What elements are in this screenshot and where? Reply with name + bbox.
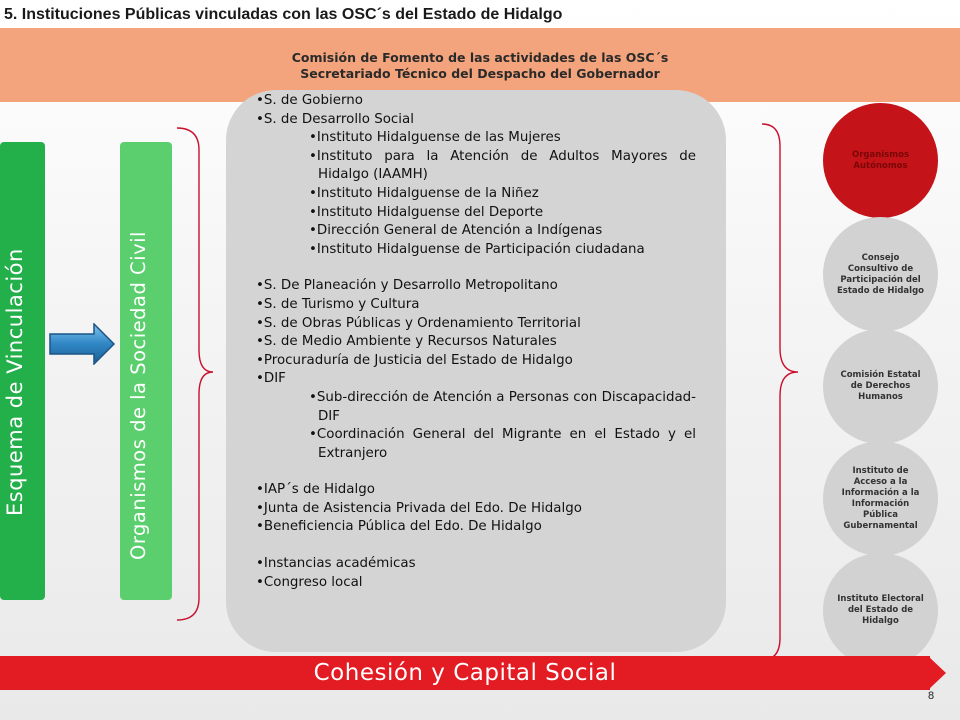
list-subitem: [256, 241, 696, 260]
list-spacer: [256, 463, 696, 481]
list-item-text: Congreso local: [263, 574, 363, 590]
footer-title: Cohesión y Capital Social: [313, 660, 617, 686]
institutions-list: [256, 92, 696, 592]
list-item-text: S. de Gobierno: [263, 93, 363, 108]
list-item-text: S. de Desarrollo Social: [263, 111, 414, 127]
right-bracket: [740, 122, 800, 662]
bullet-icon: •: [256, 315, 264, 331]
human-rights-commission-circle: [823, 329, 938, 444]
list-subitem: [256, 426, 696, 463]
list-item: [256, 574, 696, 593]
bullet-icon: •: [309, 223, 317, 239]
list-item-text: Dirección General de Atención a Indígenas: [316, 223, 603, 239]
list-item: [256, 352, 696, 371]
list-item: [256, 481, 696, 500]
list-item-text: Instituto Hidalguense del Deporte: [316, 204, 544, 220]
bullet-icon: •: [256, 556, 264, 572]
list-item-text: Sub-dirección de Atención a Personas con Discapacidad-DIF: [316, 389, 696, 424]
list-subitem: [256, 204, 696, 223]
commission-header: [200, 50, 760, 82]
list-item-text: S. de Turismo y Cultura: [263, 296, 420, 312]
list-item: [256, 370, 696, 389]
list-item-text: Beneficiencia Pública del Edo. De Hidalgo: [263, 519, 542, 535]
electoral-institute-circle: [823, 553, 938, 668]
bullet-icon: •: [309, 130, 317, 146]
list-item: [256, 111, 696, 130]
information-access-institute-circle: [823, 441, 938, 556]
list-item: [256, 92, 696, 111]
bullet-icon: •: [309, 148, 317, 164]
list-item-text: Instituto para la Atención de Adultos Mayores de Hidalgo (IAAMH): [316, 148, 696, 183]
bullet-icon: •: [256, 352, 264, 368]
list-subitem: [256, 129, 696, 148]
list-item-text: Instituto Hidalguense de las Mujeres: [316, 130, 561, 146]
bullet-icon: •: [256, 500, 264, 516]
slide-title: 5. Instituciones Públicas vinculadas con las OSC´s del Estado de Hidalgo: [4, 6, 563, 23]
civil-society-label: Organismos de la Sociedad Civil: [127, 231, 150, 560]
bullet-icon: •: [256, 482, 264, 498]
list-item-text: IAP´s de Hidalgo: [263, 482, 375, 498]
electoral-institute-label: Instituto Electoral del Estado de Hidalgo: [837, 594, 924, 626]
list-subitem: [256, 222, 696, 241]
list-item: [256, 315, 696, 334]
bullet-icon: •: [309, 427, 317, 443]
human-rights-commission-label: Comisión Estatal de Derechos Humanos: [840, 370, 921, 402]
commission-title: Comisión de Fomento de las actividades de las OSC´s: [291, 50, 669, 65]
list-item-text: S. de Obras Públicas y Ordenamiento Territorial: [263, 315, 581, 331]
consultative-council-circle: [823, 217, 938, 332]
arrow-right-icon: [48, 323, 116, 365]
commission-subtitle: Secretariado Técnico del Despacho del Gobernador: [300, 66, 660, 81]
bullet-icon: •: [256, 371, 264, 387]
autonomous-bodies-label: Organismos Autónomos: [851, 149, 910, 171]
list-item-text: Coordinación General del Migrante en el Estado y el Extranjero: [316, 427, 696, 461]
scheme-label: Esquema de Vinculación: [3, 248, 27, 516]
list-item: [256, 555, 696, 574]
bullet-icon: •: [256, 278, 264, 294]
bullet-icon: •: [309, 204, 317, 220]
consultative-council-label: Consejo Consultivo de Participación del Estado de Hidalgo: [836, 252, 925, 296]
list-item-text: Procuraduría de Justicia del Estado de Hidalgo: [263, 352, 573, 368]
autonomous-bodies-circle: [823, 103, 938, 218]
list-item-text: Junta de Asistencia Privada del Edo. De Hidalgo: [263, 500, 582, 516]
list-subitem: [256, 148, 696, 185]
bullet-icon: •: [256, 334, 264, 350]
list-item: [256, 277, 696, 296]
list-item-text: DIF: [263, 371, 286, 387]
list-item-text: S. de Medio Ambiente y Recursos Naturales: [263, 334, 557, 350]
bullet-icon: •: [309, 241, 317, 257]
list-item: [256, 296, 696, 315]
information-access-institute-label: Instituto de Acceso a la Información a la Información Pública Gubernamental: [841, 465, 920, 531]
bullet-icon: •: [256, 296, 264, 312]
list-spacer: [256, 537, 696, 555]
list-item: [256, 518, 696, 537]
footer-arrow-tip: [928, 656, 946, 690]
list-spacer: [256, 259, 696, 277]
bullet-icon: •: [256, 111, 264, 127]
footer-band: [0, 656, 930, 690]
list-item-text: Instancias académicas: [263, 556, 416, 572]
list-item: [256, 500, 696, 519]
bullet-icon: •: [309, 185, 317, 201]
list-subitem: [256, 185, 696, 204]
list-subitem: [256, 389, 696, 426]
list-item-text: S. De Planeación y Desarrollo Metropolitano: [263, 278, 558, 294]
left-bracket: [175, 124, 215, 624]
bullet-icon: •: [256, 93, 264, 108]
bullet-icon: •: [309, 389, 317, 405]
list-item: [256, 333, 696, 352]
bullet-icon: •: [256, 574, 264, 590]
list-item-text: Instituto Hidalguense de Participación ciudadana: [316, 241, 645, 257]
bullet-icon: •: [256, 519, 264, 535]
list-item-text: Instituto Hidalguense de la Niñez: [316, 185, 539, 201]
page-number: 8: [928, 690, 935, 702]
